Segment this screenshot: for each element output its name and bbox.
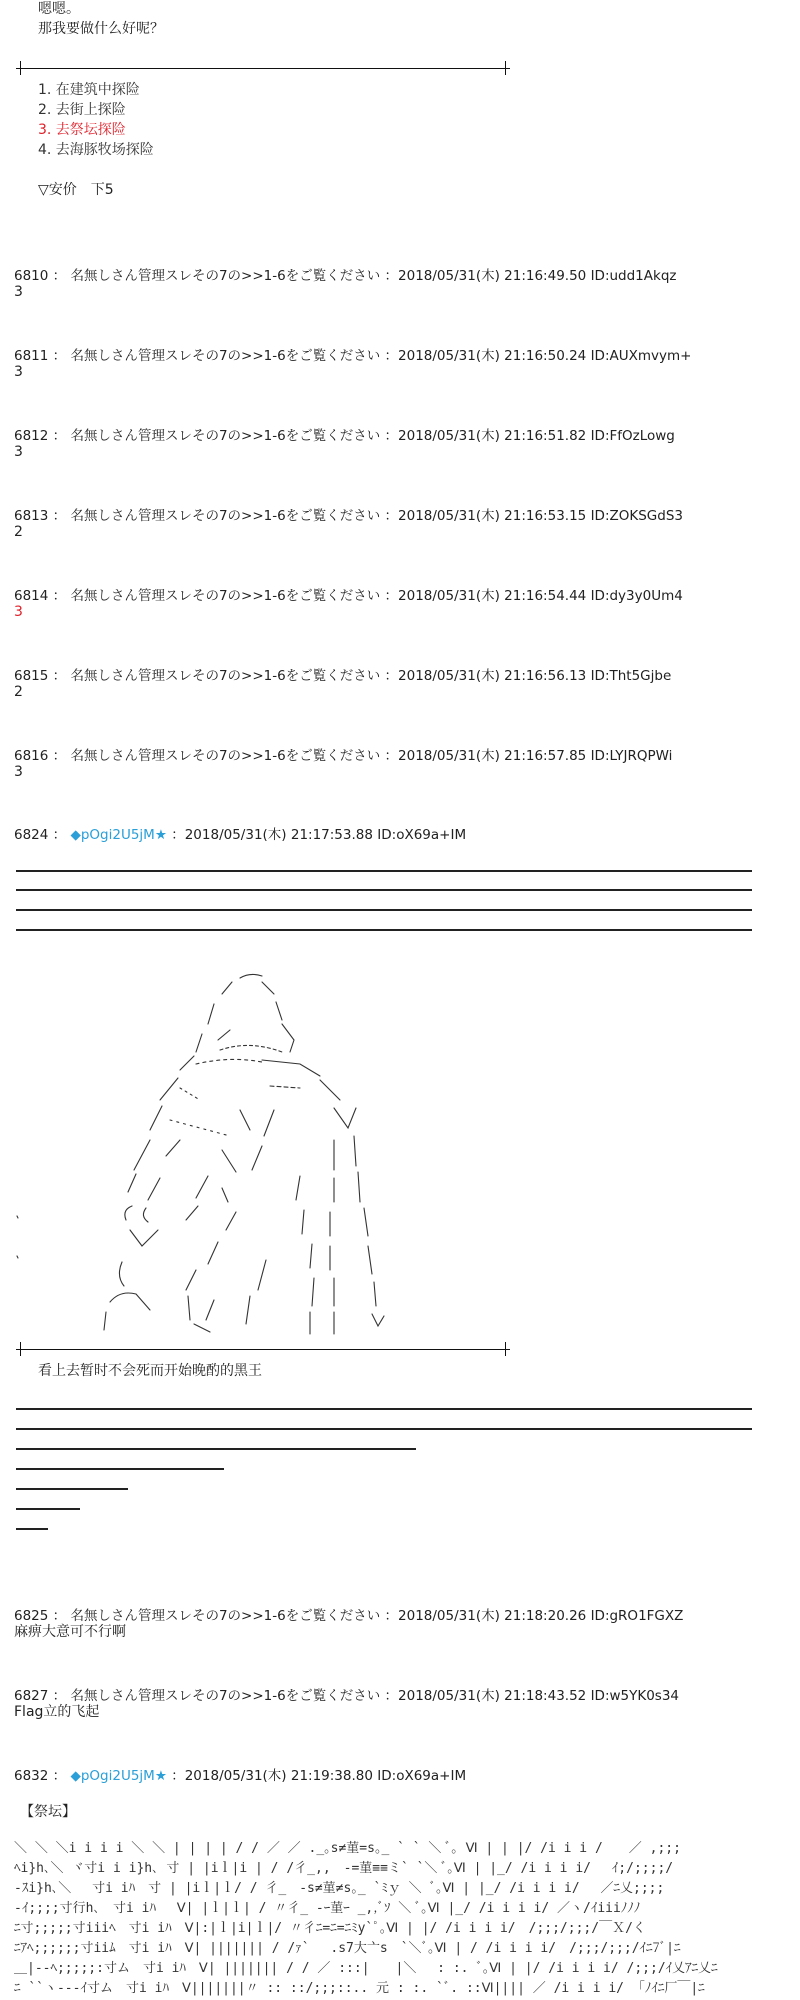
post-author: 名無しさん管理スレその7の>>1-6をご覧ください <box>70 748 381 764</box>
divider-rule <box>16 870 752 872</box>
altar-art-line: ﾆ寸;;;;;寸iiiﾍ 寸i iﾊ Ⅴ|:|ｌ|i|ｌ|/ 〃彳ﾆ=ﾆ=ﾆﾐy`ﾟ｡Ⅵ | |/ /i i i i/ /;;;/;;;/￣Ｘ/く <box>14 1921 646 1936</box>
post-header: 6810 ： 名無しさん管理スレその7の>>1-6をご覧ください ：2018/05/31(木) 21:16:49.50 ID:udd1Akqz <box>14 268 677 284</box>
choice-item: 2. 去街上探险 <box>38 102 126 118</box>
post-body: Flag立的飞起 <box>14 1704 100 1720</box>
post-number: 6816 <box>14 748 49 764</box>
star-icon: ★ <box>154 1768 167 1784</box>
op-post-header: 6824 ： ◆pOgi2U5jM★ ：2018/05/31(木) 21:17:53.88 ID:oX69a+IM <box>14 827 467 843</box>
post-id: ID:dy3y0Um4 <box>590 588 683 604</box>
post-author: 名無しさん管理スレその7の>>1-6をご覧ください <box>70 268 381 284</box>
post-date: 2018/05/31(木) 21:18:43.52 <box>398 1688 587 1704</box>
star-icon: ★ <box>154 827 167 843</box>
post-body: 3 <box>14 444 23 460</box>
post-id: ID:oX69a+IM <box>377 1768 467 1784</box>
post-body: 3 <box>14 764 23 780</box>
post-header: 6812 ： 名無しさん管理スレその7の>>1-6をご覧ください ：2018/05/31(木) 21:16:51.82 ID:FfOzLowg <box>14 428 675 444</box>
post-number: 6825 <box>14 1608 49 1624</box>
post-date: 2018/05/31(木) 21:16:50.24 <box>398 348 587 364</box>
altar-art-line: -ｲ;;;;寸行h､ 寸i iﾊ Ⅴ| |ｌ|ｌ| / 〃彳_ -ｰ菫ｰ _,,ﾞｿ ＼ ﾞ｡Ⅵ |_/ /i i i i/ ／ヽ/ｲiiiﾉﾉﾉ <box>14 1901 641 1916</box>
altar-art-line: ﾍi}h､＼ ヾ寸i i i}h､ 寸 | |iｌ|i | / /彳_,, -=菫≡≡ミ` `＼ ﾞ｡Ⅵ | |_/ /i i i i/ ｲ;/;;;;/ <box>14 1861 674 1876</box>
divider-rule <box>16 889 752 891</box>
post-header: 6827 ： 名無しさん管理スレその7の>>1-6をご覧ください ：2018/05/31(木) 21:18:43.52 ID:w5YK0s34 <box>14 1688 680 1704</box>
post-author: 名無しさん管理スレその7の>>1-6をご覧ください <box>70 668 381 684</box>
post-header: 6814 ： 名無しさん管理スレその7の>>1-6をご覧ください ：2018/05/31(木) 21:16:54.44 ID:dy3y0Um4 <box>14 588 683 604</box>
post-number: 6813 <box>14 508 49 524</box>
post-number: 6827 <box>14 1688 49 1704</box>
divider-rule <box>16 909 752 911</box>
post-header: 6815 ： 名無しさん管理スレその7の>>1-6をご覧ください ：2018/05/31(木) 21:16:56.13 ID:Tht5Gjbe <box>14 668 672 684</box>
post-date: 2018/05/31(木) 21:19:38.80 <box>184 1768 373 1784</box>
post-number: 6832 <box>14 1768 49 1784</box>
post-header: 6811 ： 名無しさん管理スレその7の>>1-6をご覧ください ：2018/05/31(木) 21:16:50.24 ID:AUXmvym+ <box>14 348 692 364</box>
post-date: 2018/05/31(木) 21:16:57.85 <box>398 748 587 764</box>
post-date: 2018/05/31(木) 21:16:54.44 <box>398 588 587 604</box>
post-body: 2 <box>14 684 23 700</box>
tripcode-link[interactable]: ◆pOgi2U5jM <box>70 1768 155 1784</box>
art-caption: 看上去暂时不会死而开始晚酌的黑王 <box>38 1363 262 1379</box>
post-number: 6814 <box>14 588 49 604</box>
divider-rule <box>16 929 752 931</box>
post-number: 6815 <box>14 668 49 684</box>
post-author: 名無しさん管理スレその7の>>1-6をご覧ください <box>70 508 381 524</box>
post-date: 2018/05/31(木) 21:17:53.88 <box>184 827 373 843</box>
post-body: 麻痹大意可不行啊 <box>14 1624 126 1640</box>
altar-title: 【祭坛】 <box>20 1804 76 1820</box>
post-id: ID:udd1Akqz <box>590 268 677 284</box>
post-id: ID:FfOzLowg <box>590 428 675 444</box>
divider-rule <box>16 1528 48 1530</box>
altar-ascii-art <box>14 1840 718 2000</box>
tripcode-link[interactable]: ◆pOgi2U5jM <box>70 827 155 843</box>
divider-rule <box>16 1428 752 1430</box>
hooded-figure-ascii-art <box>0 960 420 1350</box>
op-post-header: 6832 ： ◆pOgi2U5jM★ ：2018/05/31(木) 21:19:38.80 ID:oX69a+IM <box>14 1768 467 1784</box>
post-id: ID:LYJRQPWi <box>590 748 673 764</box>
post-id: ID:AUXmvym+ <box>590 348 692 364</box>
intro-line-2: 那我要做什么好呢？ <box>38 21 164 37</box>
altar-art-line: ＼ ＼ ＼i i i i ＼ ＼ | | | | / / ／ ／ ._｡s≠菫=s｡_ ` ` ＼ ﾞ｡ Ⅵ | | |/ /i i i / ／ ,;;; <box>14 1841 681 1856</box>
post-body: 3 <box>14 284 23 300</box>
choice-item: 3. 去祭坛探险 <box>38 122 126 138</box>
altar-art-line: ＿|-‐ﾍ;;;;;:寸ム 寸i iﾊ Ⅴ| ||||||| / / ／ :::| |＼ : :. ﾞ｡Ⅵ | |/ /i i i i/ /;;;/ｲ乂ｱﾆ乂ﾆ <box>14 1961 718 1976</box>
post-body: 3 <box>14 364 23 380</box>
post-id: ID:ZOKSGdS3 <box>590 508 683 524</box>
post-id: ID:w5YK0s34 <box>590 1688 680 1704</box>
post-header: 6813 ： 名無しさん管理スレその7の>>1-6をご覧ください ：2018/05/31(木) 21:16:53.15 ID:ZOKSGdS3 <box>14 508 683 524</box>
divider-rule <box>16 1448 416 1450</box>
post-header: 6816 ： 名無しさん管理スレその7の>>1-6をご覧ください ：2018/05/31(木) 21:16:57.85 ID:LYJRQPWi <box>14 748 673 764</box>
divider-rule <box>16 1408 752 1410</box>
divider-rule <box>16 1508 80 1510</box>
post-body: 2 <box>14 524 23 540</box>
vote-prompt: ▽安价 下5 <box>38 182 114 198</box>
choice-item: 4. 去海豚牧场探险 <box>38 142 154 158</box>
altar-art-line: ﾆｱﾍ;;;;;;寸iiﾑ 寸i iﾊ Ⅴ| ||||||| / /ｧ` .s7大亠s `＼ﾞ｡Ⅵ | / /i i i i/ /;;;/;;;/ｲﾆ7ﾞ|ﾆ <box>14 1941 681 1956</box>
intro-line-1: 嗯嗯。 <box>38 1 80 17</box>
altar-art-line: -ｽi}h､＼ 寸i iﾊ 寸 | |iｌ|ｌ/ / 彳_ -s≠菫≠s｡_ `ﾐｙ ＼ ﾞ｡Ⅵ | |_/ /i i i i/ ／ﾆ乂;;;; <box>14 1881 665 1896</box>
post-id: ID:Tht5Gjbe <box>590 668 672 684</box>
post-header: 6825 ： 名無しさん管理スレその7の>>1-6をご覧ください ：2018/05/31(木) 21:18:20.26 ID:gRO1FGXZ <box>14 1608 684 1624</box>
post-author: 名無しさん管理スレその7の>>1-6をご覧ください <box>70 428 381 444</box>
divider-rule <box>16 1468 224 1470</box>
post-id: ID:gRO1FGXZ <box>590 1608 684 1624</box>
post-body: 3 <box>14 604 23 620</box>
post-author: 名無しさん管理スレその7の>>1-6をご覧ください <box>70 1688 381 1704</box>
post-number: 6812 <box>14 428 49 444</box>
post-number: 6810 <box>14 268 49 284</box>
post-date: 2018/05/31(木) 21:16:56.13 <box>398 668 587 684</box>
choice-item: 1. 在建筑中探险 <box>38 82 140 98</box>
post-author: 名無しさん管理スレその7の>>1-6をご覧ください <box>70 588 381 604</box>
post-id: ID:oX69a+IM <box>377 827 467 843</box>
divider-rule <box>16 1488 128 1490</box>
post-date: 2018/05/31(木) 21:16:51.82 <box>398 428 587 444</box>
post-date: 2018/05/31(木) 21:16:49.50 <box>398 268 587 284</box>
post-date: 2018/05/31(木) 21:18:20.26 <box>398 1608 587 1624</box>
altar-art-line: ﾆ ``ヽ-‐-ｲ寸ム 寸i iﾊ Ⅴ|||||||〃 :: ::/;;;::.. 元 : :. `ﾞ. ::Ⅵ|||| ／ /i i i i/ 「ﾉｲﾆ厂￣|ﾆ <box>14 1981 705 1996</box>
post-date: 2018/05/31(木) 21:16:53.15 <box>398 508 587 524</box>
post-number: 6824 <box>14 827 49 843</box>
post-author: 名無しさん管理スレその7の>>1-6をご覧ください <box>70 348 381 364</box>
post-number: 6811 <box>14 348 49 364</box>
post-author: 名無しさん管理スレその7の>>1-6をご覧ください <box>70 1608 381 1624</box>
